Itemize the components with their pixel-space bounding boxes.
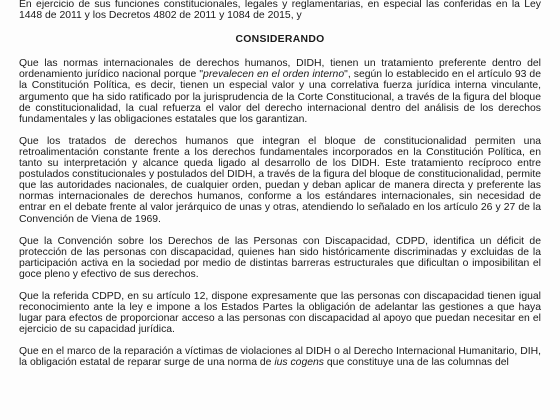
considerando-paragraph-2 xyxy=(19,136,541,225)
text-run: Que la referida CDPD, en su artículo 12, dispone expresamente que las personas con discapacidad tienen igual reconocimiento ante la ley e impone a los Estados Partes la obligación de adelantar las gestiones a que haya lugar para efectos de proporcionar acceso a las personas con discapacidad al apoyo que puedan necesitar en el ejercicio de su capacidad jurídica. xyxy=(19,290,541,336)
considerando-paragraph-1 xyxy=(19,58,541,125)
text-run: En ejercicio de sus funciones constitucionales, legales y reglamentarias, en especial las conferidas en la Ley 1448 de 2011 y los Decretos 4802 de 2011 y 1084 de 2015, y xyxy=(19,0,541,22)
intro-paragraph xyxy=(19,0,541,21)
text-run: Que las normas internacionales de derechos humanos, DIDH, tienen un tratamiento preferente dentro del ordenamiento jurídico nacional porque " xyxy=(19,58,541,81)
italic-run: prevalecen en el orden interno xyxy=(203,69,345,81)
considerando-paragraph-5 xyxy=(19,346,541,368)
document-body xyxy=(19,0,541,380)
considerando-paragraph-4 xyxy=(19,291,541,335)
text-run: Que la Convención sobre los Derechos de las Personas con Discapacidad, CDPD, identifica un déficit de protección de las personas con discapacidad, quienes han sido históricamente discriminadas y excluidas de la participación activa en la sociedad por medio de distintas barreras estructurales que dificultan o imposibilitan el goce pleno y efectivo de sus derechos. xyxy=(19,235,541,280)
text-run: Que en el marco de la reparación a víctimas de violaciones al DIDH o al Derecho Internacional Humanitario, DIH, la obligación estatal de reparar surge de una norma de xyxy=(19,346,541,369)
section-heading: CONSIDERANDO xyxy=(235,34,325,46)
text-run: que constituye una de las columnas del xyxy=(324,357,509,369)
considerando-paragraph-3 xyxy=(19,236,541,280)
italic-run: ius cogens xyxy=(274,357,324,369)
text-run: Que los tratados de derechos humanos que integran el bloque de constitucionalidad permiten una retroalimentación constante frente a los derechos fundamentales incorporados en la Constitución Política, en tanto su interpretación y alcance queda ligado al desarrollo de los DIDH. Este tratamiento recíproco entre postulados constitucionales y postulados del DIDH, a través de la figura del bloque de constitucionalidad, permite que las autoridades nacionales, de cualquier orden, puedan y deban aplicar de manera directa y preferente las normas internacionales de derechos humanos, conforme a los estándares internacionales, sin necesidad de entrar en el debate frente al valor jerárquico de unas y otras, atendiendo lo señalado en los artículo 26 y 27 de la Convención de Viena de 1969. xyxy=(19,135,541,225)
text-run: ", según lo establecido en el artículo 93 de la Constitución Política, es decir, tienen un especial valor y una correlativa fuerza jurídica interna vinculante, argumento que ha sido ratificado por la jurisprudencia de la Corte Constitucional, a través de la figura del bloque de constitucionalidad, la cual refuerza el valor del derecho internacional dentro del análisis de los derechos fundamentales y las obligaciones estatales que los garantizan. xyxy=(19,69,541,125)
